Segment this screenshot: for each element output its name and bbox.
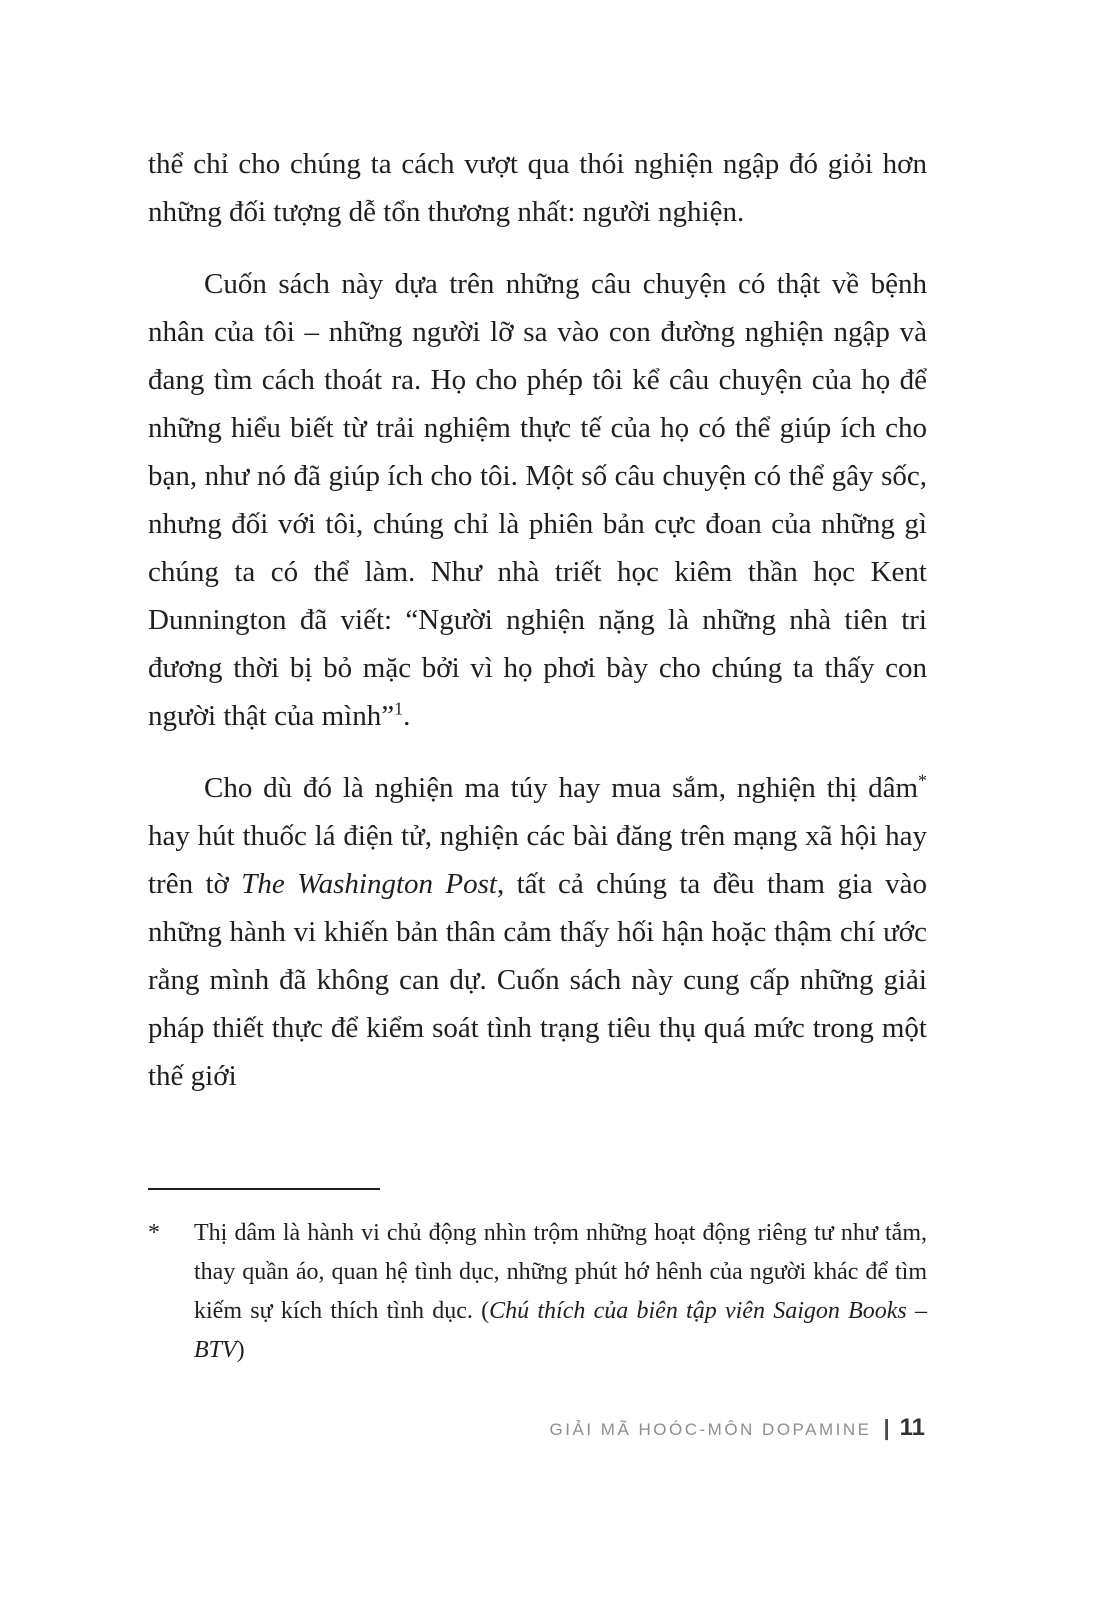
- paragraph: [148, 140, 927, 236]
- text-run: Thị dâm là hành vi chủ động nhìn trộm những hoạt động riêng tư như tắm, thay quần áo, quan hệ tình dục, những phút hớ hênh của người khác để tìm kiếm sự kích thích tình dục. (: [194, 1220, 927, 1324]
- footnote: [148, 1214, 927, 1370]
- footer-book-title: GIẢI MÃ HOÓC-MÔN DOPAMINE: [549, 1420, 872, 1439]
- footer-page-number: 11: [899, 1414, 925, 1441]
- superscript-marker: *: [918, 770, 927, 791]
- paragraph: [148, 764, 927, 1100]
- footer-separator: |: [883, 1415, 890, 1440]
- text-run: .: [403, 700, 411, 732]
- text-run: thể chỉ cho chúng ta cách vượt qua thói nghiện ngập đó giỏi hơn những đối tượng dễ tổn thương nhất: người nghiện.: [148, 148, 927, 228]
- text-run: ): [236, 1337, 245, 1363]
- text-run: hay hút thuốc lá điện tử, nghiện các bài đăng trên mạng xã hội hay trên tờ: [148, 820, 927, 900]
- footnote-divider: [148, 1188, 380, 1190]
- text-run: , tất cả chúng ta đều tham gia vào những hành vi khiến bản thân cảm thấy hối hận hoặc thậm chí ước rằng mình đã không can dự. Cuốn sách này cung cấp những giải pháp thiết thực để kiểm soát tình trạng tiêu thụ quá mức trong một thế giới: [148, 868, 928, 1092]
- footnote-marker: *: [148, 1220, 160, 1246]
- text-run: Cuốn sách này dựa trên những câu chuyện có thật về bệnh nhân của tôi – những người lỡ sa vào con đường nghiện ngập và đang tìm cách thoát ra. Họ cho phép tôi kể câu chuyện của họ để những hiểu biết từ trải nghiệm thực tế của họ có thể giúp ích cho bạn, như nó đã giúp ích cho tôi. Một số câu chuyện có thể gây sốc, nhưng đối với tôi, chúng chỉ là phiên bản cực đoan của những gì chúng ta có thể làm. Như nhà triết học kiêm thần học Kent Dunnington đã viết: “Người nghiện nặng là những nhà tiên tri đương thời bị bỏ mặc bởi vì họ phơi bày cho chúng ta thấy con người thật của mình”: [148, 268, 927, 732]
- footnote-text: [194, 1214, 927, 1370]
- italic-text: Chú thích của biên tập viên Saigon Books – BTV: [194, 1298, 928, 1363]
- body-paragraphs: [148, 140, 927, 1124]
- text-run: Cho dù đó là nghiện ma túy hay mua sắm, nghiện thị dâm: [204, 772, 919, 804]
- footnote-section: [148, 1188, 927, 1370]
- italic-text: The Washington Post: [241, 868, 497, 900]
- page-footer: [550, 1414, 925, 1442]
- superscript-marker: 1: [394, 698, 404, 719]
- paragraph: [148, 260, 927, 740]
